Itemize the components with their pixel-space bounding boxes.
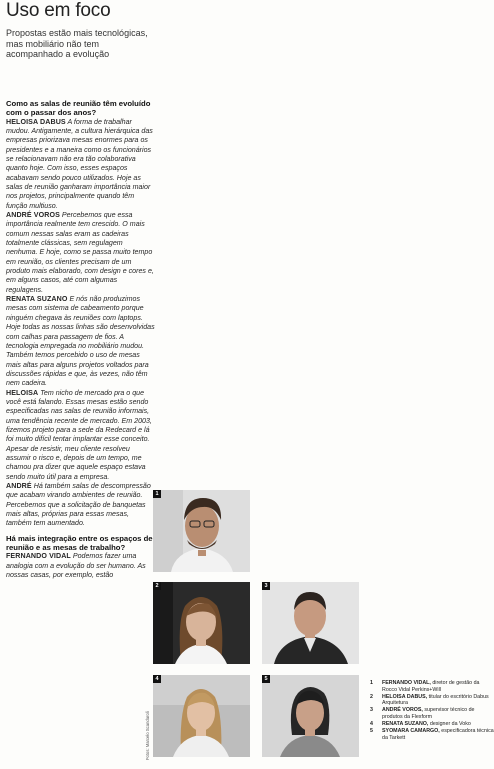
portrait-illustration	[153, 490, 250, 572]
portrait-photo-syomara	[262, 675, 359, 757]
speaker-name: ANDRÉ VOROS	[6, 211, 60, 220]
question-heading: Há mais integração entre os espaços de reunião e as mesas de trabalho?	[6, 533, 153, 553]
caption-item	[370, 694, 494, 707]
portrait-photo-fernando	[153, 490, 250, 572]
answer-paragraph	[6, 482, 156, 529]
portrait-illustration	[262, 675, 359, 757]
photo-number-badge: 4	[153, 675, 161, 683]
caption-role: diretor de gestão da Rocco Vidal Perkins+Will	[382, 680, 480, 693]
caption-role: supervisor técnico de produtos da Flexform	[382, 707, 475, 720]
caption-number: 5	[370, 728, 373, 735]
caption-role: designer da Voko	[429, 721, 471, 728]
answer-paragraph	[6, 295, 156, 388]
portrait-illustration	[153, 582, 250, 664]
portrait-photo-andre	[262, 582, 359, 664]
caption-role: especificadora técnica da Tarkett	[382, 728, 494, 741]
caption-name: RENATA SUZANO,	[382, 721, 429, 728]
caption-name: ANDRÉ VOROS,	[382, 707, 423, 714]
page-title: Uso em foco	[6, 0, 111, 21]
answer-paragraph	[6, 552, 156, 580]
speaker-name: FERNANDO VIDAL	[6, 552, 71, 561]
answer-text: Tem nicho de mercado pra o que você está falando. Essas mesas estão sendo especificadas nas salas de reunião informais, uma tendência recente de mercado. Em 2003, fizemos projeto para a sede da Redecard e lá foi muito difícil tentar implantar esse conceito. Apesar de resistir, meu cliente resolveu assumir o risco e, depois de um tempo, me chamou pra dizer que aquele espaço estava sendo muito útil para a empresa.	[6, 388, 152, 481]
answer-text: Podemos fazer uma analogia com a evolução do ser humano. As nossas casas, por exemplo, estão	[6, 552, 146, 579]
caption-item	[370, 707, 494, 720]
question-heading: Como as salas de reunião têm evoluído com o passar dos anos?	[6, 99, 151, 118]
answer-paragraph	[6, 118, 156, 211]
caption-number: 4	[370, 721, 373, 728]
caption-name: HELOISA DABUS,	[382, 693, 428, 700]
photo-captions	[370, 680, 494, 742]
photo-number-badge: 5	[262, 675, 270, 683]
photo-number-badge: 1	[153, 490, 161, 498]
portrait-photo-renata	[153, 675, 250, 757]
article-body	[6, 99, 156, 580]
speaker-name: HELOISA DABUS	[6, 117, 66, 126]
caption-item	[370, 721, 494, 728]
caption-number: 3	[370, 707, 373, 714]
portrait-photo-heloisa	[153, 582, 250, 664]
caption-number: 2	[370, 693, 373, 700]
answer-text: Percebemos que essa importância realmente tem crescido. O mais comum nessas salas eram as cadeiras totalmente clássicas, sem regulagem nenhuma. E hoje, como se passa muito tempo em reunião, os clientes precisam de um produto mais elaborado, com design e cores e, em alguns casos, até com algumas regulagens.	[6, 211, 154, 294]
photo-credit: Fotos: Marcelo Scandaroli	[145, 711, 150, 760]
caption-number: 1	[370, 680, 373, 686]
caption-item	[370, 680, 494, 693]
portrait-illustration	[153, 675, 250, 757]
speaker-name: ANDRÉ	[6, 482, 32, 490]
photo-number-badge: 3	[262, 582, 270, 590]
speaker-name: HELOISA	[6, 388, 39, 397]
answer-paragraph	[6, 211, 156, 295]
answer-text: A forma de trabalhar mudou. Antigamente, a cultura hierárquica das empresas priorizava mesas enormes para os presidentes e a maneira como os funcionários se relacionavam não era tão colaborativa quanto hoje. Com isso, esses espaços acabavam sendo pouco utilizados. Hoje as salas de reunião ganharam importância maior nos projetos, principalmente quando têm função multiuso.	[6, 117, 153, 210]
caption-item	[370, 728, 494, 741]
answer-text: E nós não produzimos mesas com sistema de cabeamento porque ninguém chegava às reuniões com laptops. Hoje todas as nossas linhas são desenvolvidas com calhas para passagem de fios. A tecnologia empregada no mobiliário mudou. Também temos percebido o uso de mesas mais altas para alguns projetos voltados para discussões rápidas e que, às vezes, não têm nem cadeira.	[6, 295, 155, 388]
caption-name: FERNANDO VIDAL,	[382, 680, 431, 686]
caption-name: SYOMARA CAMARGO,	[382, 728, 440, 735]
speaker-name: RENATA SUZANO	[6, 295, 68, 304]
portrait-illustration	[262, 582, 359, 664]
answer-paragraph	[6, 389, 156, 482]
photo-number-badge: 2	[153, 582, 161, 590]
page-subtitle: Propostas estão mais tecnológicas, mas mobiliário não tem acompanhado a evolução	[6, 28, 148, 60]
answer-text: Há também salas de descompressão que acabam virando ambientes de reunião. Percebemos que a solicitação de banquetas mais altas, próprias para essas mesas, também tem aumentado.	[6, 482, 151, 528]
caption-role: titular do escritório Dabus Arquitetura	[382, 693, 489, 707]
